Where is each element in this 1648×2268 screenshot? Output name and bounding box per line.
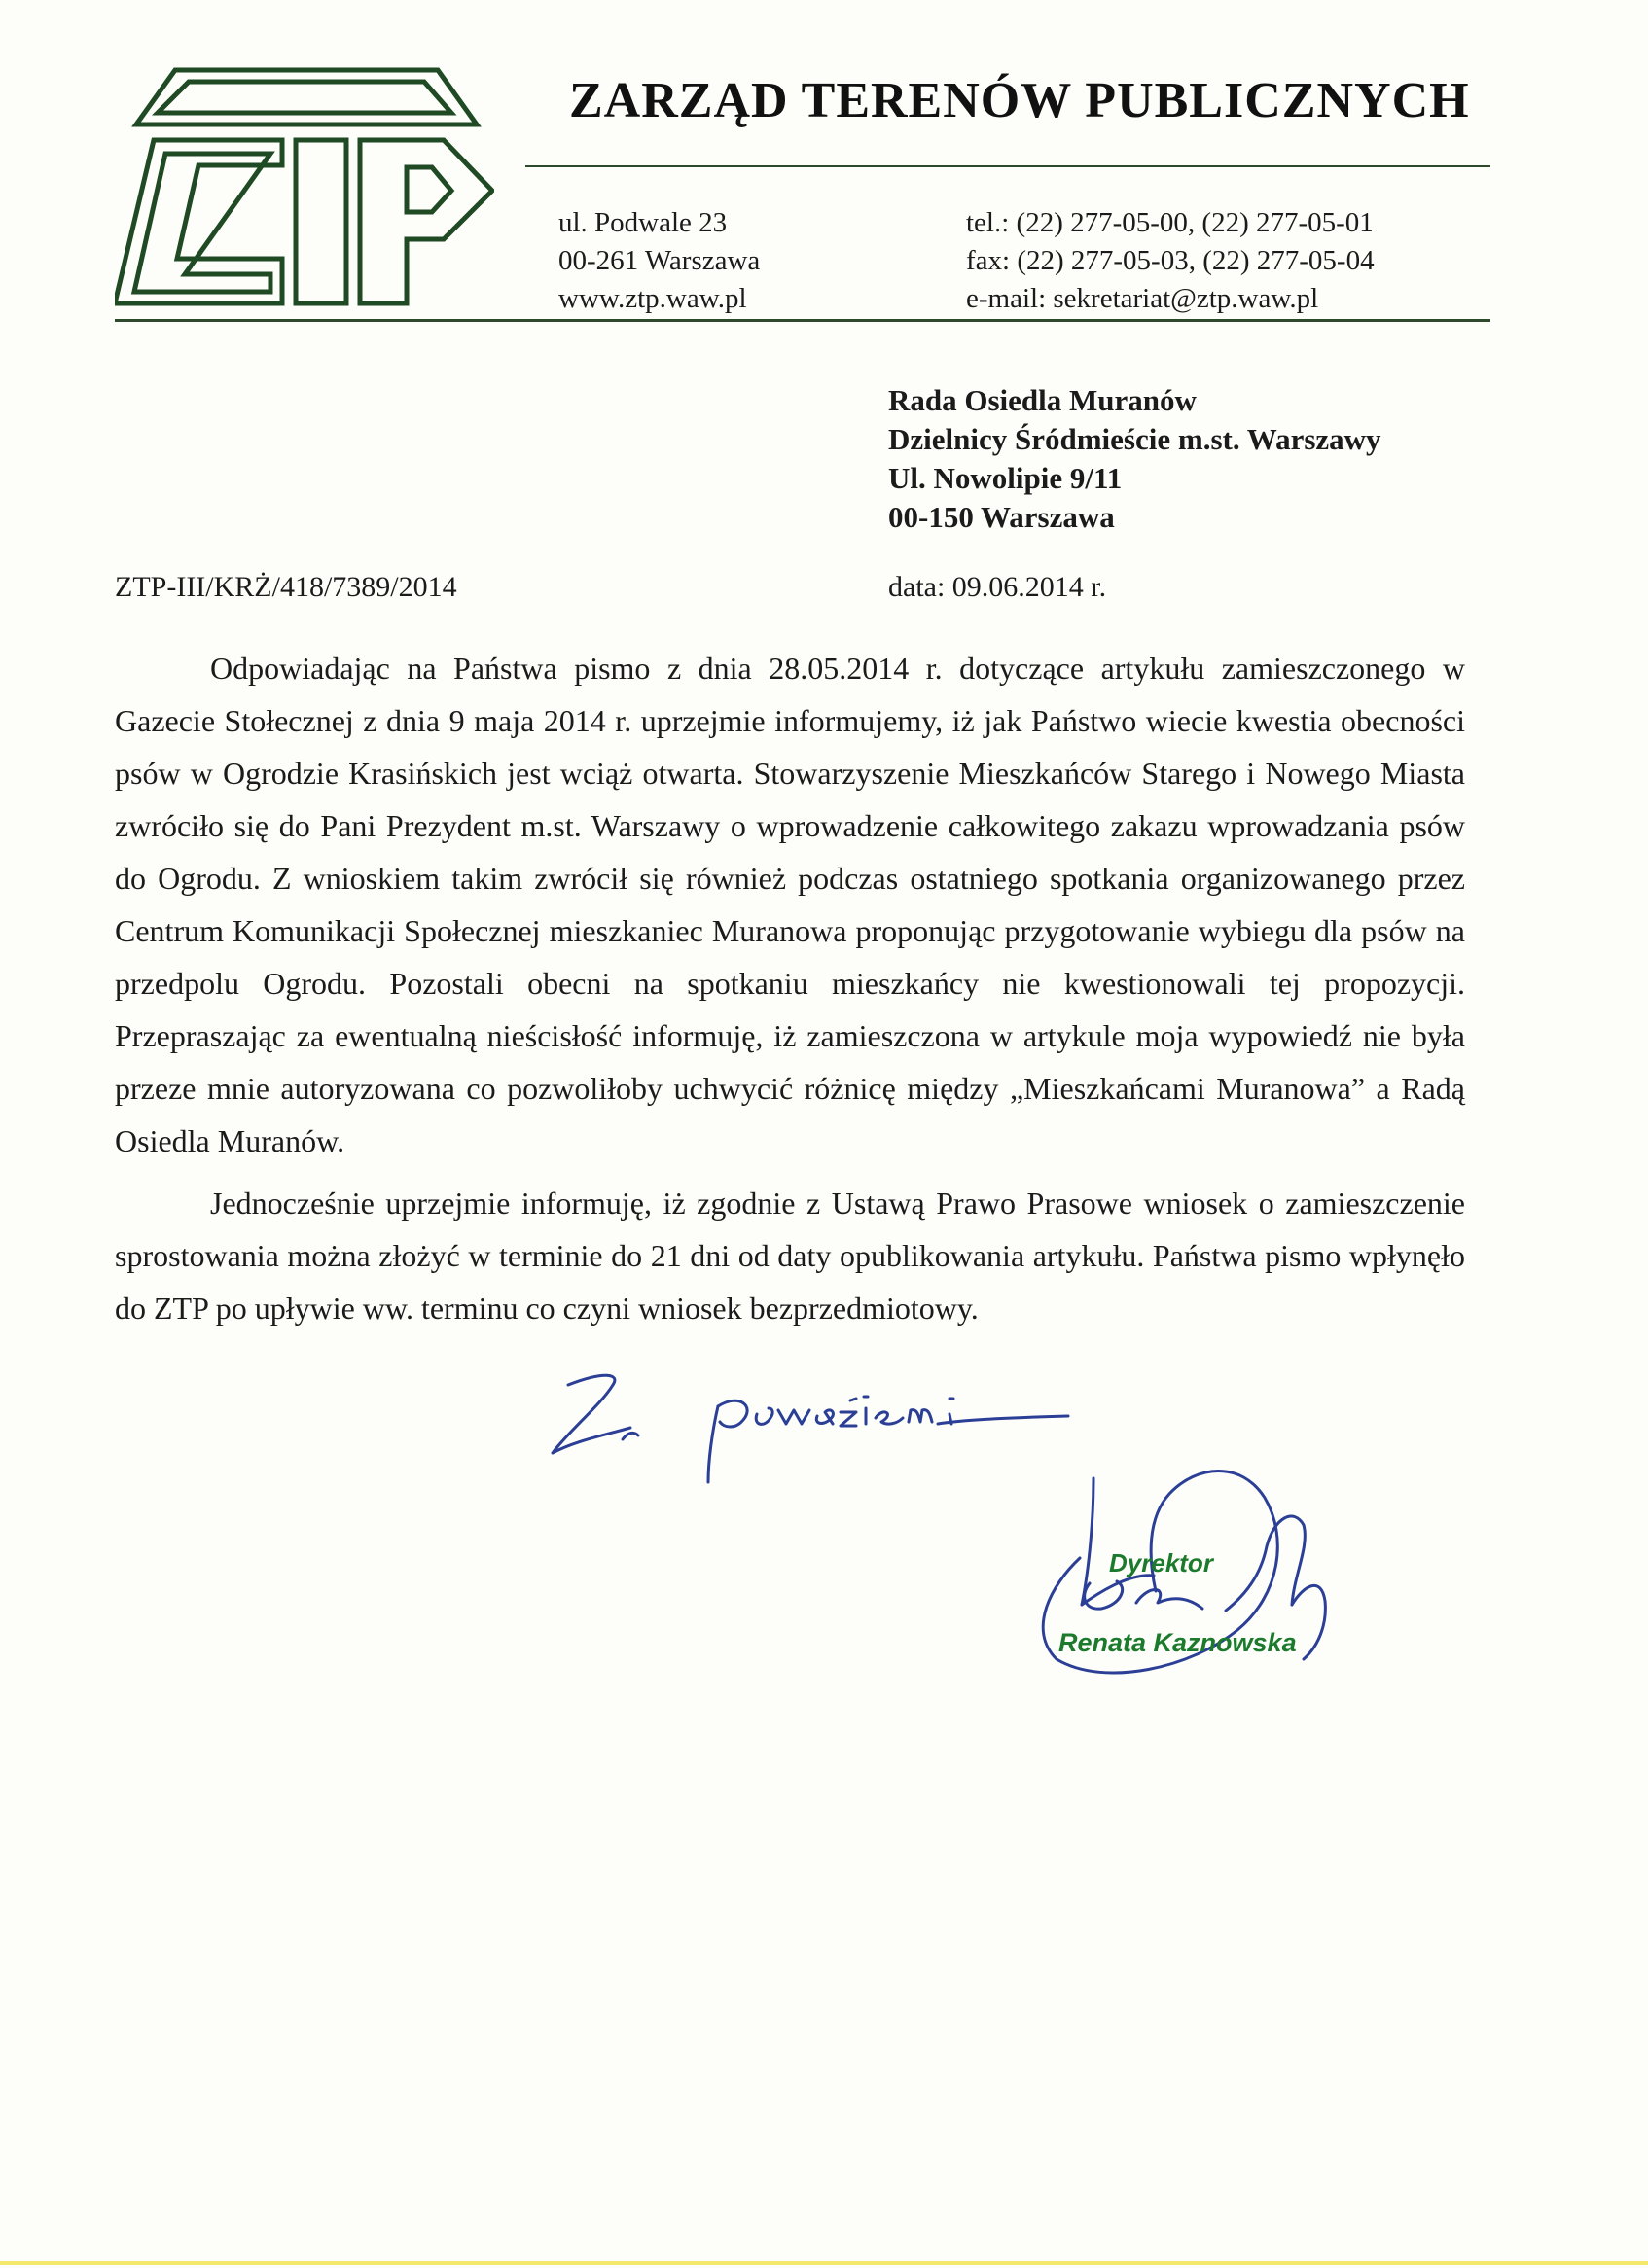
recipient-line: Ul. Nowolipie 9/11: [888, 461, 1123, 495]
stamp-name: Renata Kaznowska: [1058, 1628, 1297, 1657]
website-link[interactable]: www.ztp.waw.pl: [558, 283, 747, 314]
address-street: ul. Podwale 23: [558, 207, 728, 238]
fax-numbers: fax: (22) 277-05-03, (22) 277-05-04: [966, 245, 1375, 276]
reference-number: ZTP-III/KRŻ/418/7389/2014: [115, 571, 457, 603]
letterhead-divider: [115, 319, 1490, 322]
organization-name: ZARZĄD TERENÓW PUBLICZNYCH: [569, 73, 1470, 128]
recipient-line: 00-150 Warszawa: [888, 500, 1115, 534]
address-city: 00-261 Warszawa: [558, 245, 761, 276]
letter-body: [115, 642, 1465, 1344]
organization-contact: [966, 204, 1375, 318]
email-link[interactable]: e-mail: sekretariat@ztp.waw.pl: [966, 283, 1319, 314]
stamp-title: Dyrektor: [1109, 1548, 1213, 1577]
body-paragraph: Jednocześnie uprzejmie informuję, iż zgodnie z Ustawą Prawo Prasowe wniosek o zamieszczenie sprostowania można złożyć w terminie do 21 dni od daty opublikowania artykułu. Państwa pismo wpłynęło do ZTP po upływie ww. terminu co czyni wniosek bezprzedmiotowy.: [115, 1186, 1465, 1326]
recipient-line: Rada Osiedla Muranów: [888, 383, 1197, 417]
body-paragraph: Odpowiadając na Państwa pismo z dnia 28.05.2014 r. dotyczące artykułu zamieszczonego w Gazecie Stołecznej z dnia 9 maja 2014 r. uprzejmie informujemy, iż jak Państwo wiecie kwestia obecności psów w Ogrodzie Krasińskich jest wciąż otwarta. Stowarzyszenie Mieszkańców Starego i Nowego Miasta zwróciło się do Pani Prezydent m.st. Warszawy o wprowadzenie całkowitego zakazu wprowadzania psów do Ogrodu. Z wnioskiem takim zwrócił się również podczas ostatniego spotkania organizowanego przez Centrum Komunikacji Społecznej mieszkaniec Muranowa proponując przygotowanie wybiegu dla psów na przedpolu Ogrodu. Pozostali obecni na spotkaniu mieszkańcy nie kwestionowali tej propozycji. Przepraszając za ewentualną nieścisłość informuję, iż zamieszczona w artykule moja wypowiedź nie była przeze mnie autoryzowana co pozwoliłoby uchwycić różnicę między „Mieszkańcami Muranowa” a Radą Osiedla Muranów.: [115, 651, 1465, 1158]
ztp-logo: [115, 66, 494, 309]
organization-address: [558, 204, 760, 318]
header-divider: [525, 165, 1490, 167]
phone-numbers: tel.: (22) 277-05-00, (22) 277-05-01: [966, 207, 1374, 238]
letter-date: data: 09.06.2014 r.: [888, 571, 1107, 603]
recipient-address: [888, 381, 1381, 537]
handwritten-closing: [545, 1364, 1090, 1509]
scan-edge-line: [0, 2261, 1648, 2265]
recipient-line: Dzielnicy Śródmieście m.st. Warszawy: [888, 422, 1381, 456]
